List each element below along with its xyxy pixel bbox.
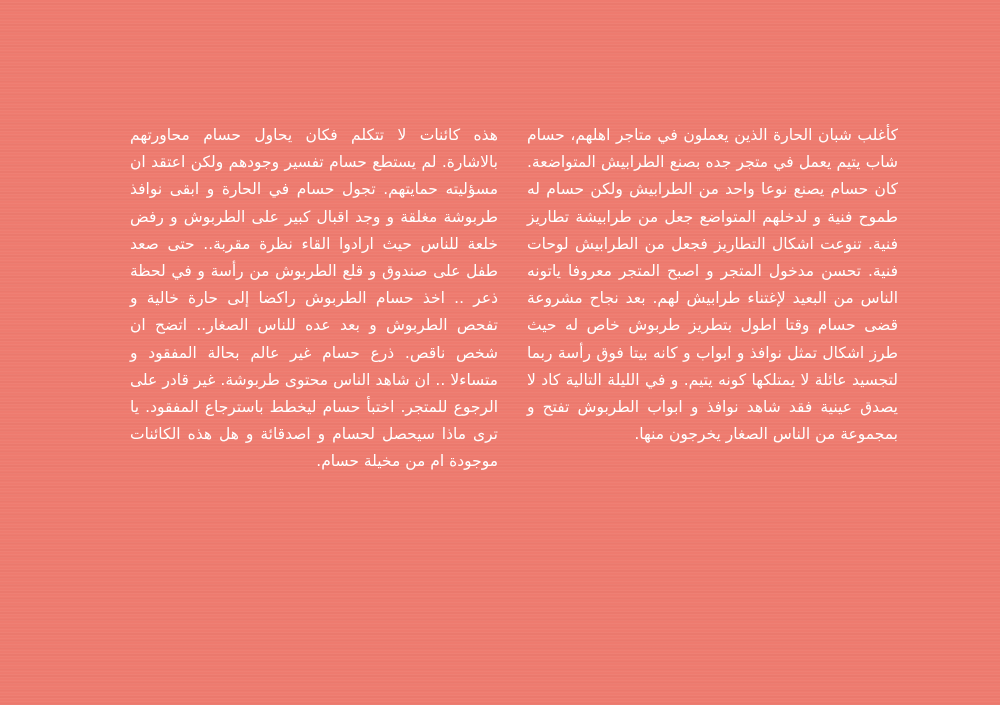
story-paragraph-right: كأغلب شبان الحارة الذين يعملون في متاجر اهلهم، حسام شاب يتيم يعمل في متجر جده بصنع الطرابيش المتواضعة. كان حسام يصنع نوعا واحد من الطرابيش ولكن حسام له طموح فنية و لدخلهم المتواضع جعل من طرابيشة تطاريز فنية. تنوعت اشكال التطاريز فجعل من الطرابيش لوحات فنية. تحسن مدخول المتجر و اصبح المتجر معروفا ياتونه الناس من البعيد لإغتناء طرابيش لهم. بعد نجاح مشروعة قضى حسام وقتا اطول بتطريز طربوش خاص له حيث طرز اشكال تمثل نوافذ و ابواب و كانه بيتا فوق رأسة ربما لتجسيد عائلة لا يمتلكها كونه يتيم. و في الليلة التالية كاد لا يصدق عينية فقد شاهد نوافذ و ابواب الطربوش تفتح و بمجموعة من الناس الصغار يخرجون منها. bbox=[527, 126, 898, 444]
story-column-left bbox=[130, 122, 498, 476]
story-column-right bbox=[527, 122, 898, 448]
story-paragraph-left: هذه كائنات لا تتكلم فكان يحاول حسام محاورتهم بالاشارة. لم يستطع حسام تفسير وجودهم ولكن اعتقد ان مسؤليته حمايتهم. تجول حسام في الحارة و ابقى نوافذ طربوشة مغلقة و وجد اقبال كبير على الطربوش و رفض خلعة للناس حيث ارادوا القاء نظرة مقربة.. حتى صعد طفل على صندوق و قلع الطربوش من رأسة و في لحظة ذعر .. اخذ حسام الطربوش راكضا إلى حارة خالية و تفحص الطربوش و بعد عده للناس الصغار.. اتضح ان شخص ناقص. ذرع حسام غير عالم بحالة المفقود و متساءلا .. ان شاهد الناس محتوى طربوشة. غير قادر على الرجوع للمتجر. اختبأ حسام ليخطط باسترجاع المفقود. يا ترى ماذا سيحصل لحسام و اصدقائة و هل هذه الكائنات موجودة ام من مخيلة حسام. bbox=[130, 126, 498, 471]
